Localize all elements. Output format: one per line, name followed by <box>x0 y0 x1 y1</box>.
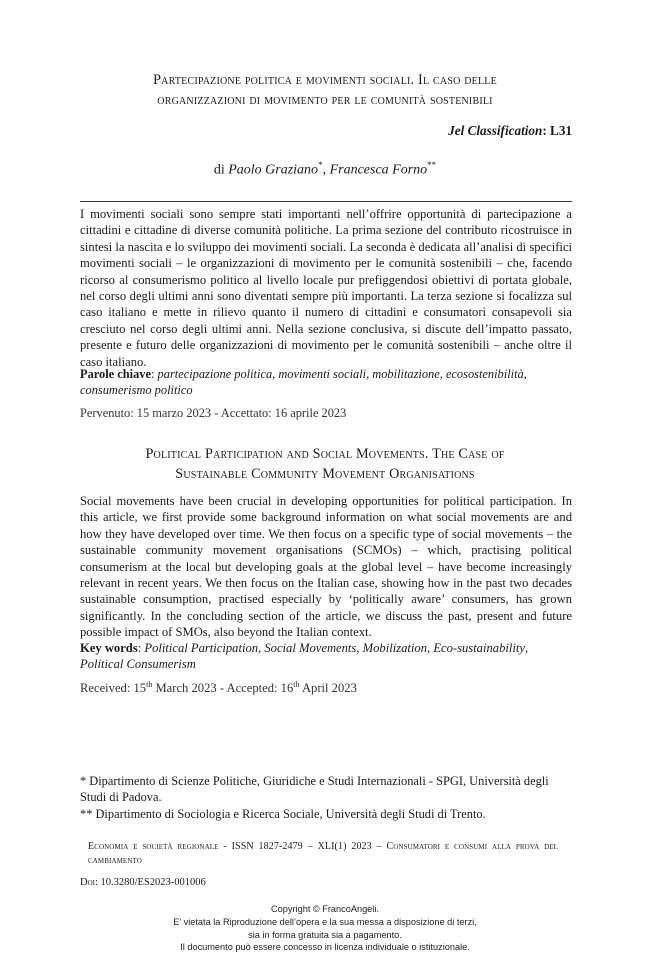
author-2: Francesca Forno <box>329 162 428 178</box>
jel-value: : L31 <box>542 123 572 138</box>
jel-classification <box>448 123 572 139</box>
english-title <box>60 444 590 484</box>
keyword-item: Political Participation <box>144 641 259 655</box>
copyright-line-4: Il documento può essere concesso in licenza individuale o istituzionale. <box>180 942 470 953</box>
keyword-item: Eco-sustainability <box>433 641 525 655</box>
italian-title-line-2: organizzazioni di movimento per le comunità sostenibili <box>157 92 493 108</box>
italian-keywords-list: partecipazione politica, movimenti sociali, mobilitazione, ecosostenibilità, consumerismo politico <box>80 367 527 398</box>
author-1-mark: * <box>318 160 323 170</box>
accepted-suffix: April 2023 <box>299 681 357 696</box>
keyword-item: Mobilization <box>362 641 428 655</box>
copyright-line-2: E’ vietata la Riproduzione dell’opera e la sua messa a disposizione di terzi, <box>173 916 477 927</box>
english-keywords: Key words: Political Participation, Social Movements, Mobilization, Eco-sustainability, Political Consumerism <box>80 641 529 672</box>
italian-title-line-1: Partecipazione politica e movimenti sociali. Il caso delle <box>153 72 497 88</box>
italian-keywords-label: Parole chiave <box>80 367 151 381</box>
doi: Doi: 10.3280/ES2023-001006 <box>80 877 206 888</box>
journal-reference: Economia e società regionale - ISSN 1827-2479 – XLI(1) 2023 – Consumatori e consumi alla prova del cambiamento <box>88 841 558 866</box>
copyright-line-1: Copyright © FrancoAngeli. <box>271 904 379 914</box>
footnote-2: ** Dipartimento di Sociologia e Ricerca Sociale, Università degli Studi di Trento. <box>80 806 486 821</box>
header-divider <box>80 201 572 202</box>
accepted-sup: th <box>293 680 300 689</box>
copyright-line-3: sia in forma gratuita sia a pagamento. <box>248 929 402 940</box>
authors-prefix: di <box>213 162 229 178</box>
italian-dates: Pervenuto: 15 marzo 2023 - Accettato: 16 aprile 2023 <box>80 406 347 420</box>
author-2-mark: ** <box>427 160 437 170</box>
footnote-1: * Dipartimento di Scienze Politiche, Giuridiche e Studi Internazionali - SPGI, Università degli Studi di Padova. <box>80 774 549 805</box>
english-title-line-2: Sustainable Community Movement Organisations <box>175 466 475 482</box>
italian-abstract: I movimenti sociali sono sempre stati importanti nell’offrire opportunità di partecipazione a cittadini e cittadine di diverse comunità politiche. La prima sezione del contributo ricostruisce in sintesi la nascita e lo sviluppo dei movimenti sociali. La seconda è dedicata all’analisi di specifici movimenti sociali – le organizzazioni di movimento per le comunità sostenibili – che, facendo ricorso al consumerismo politico al livello locale pur prefiggendosi obiettivi di portata globale, nel corso degli ultimi anni sono diventati sempre più importanti. La terza sezione si focalizza sul caso italiano e mette in rilievo quanto il numero di cittadini e consumatori consapevoli sia cresciuto nel corso degli ultimi anni. Nella sezione conclusiva, si discute dell’impatto passato, presente e futuro delle organizzazioni di movimento per le comunità sostenibili – anche oltre il caso italiano. <box>80 207 572 369</box>
copyright-notice <box>0 903 650 954</box>
english-dates <box>80 680 357 696</box>
authors-separator: , <box>322 162 330 178</box>
received-mid: March 2023 - Accepted: 16 <box>152 681 294 696</box>
keyword-item: Political Consumerism <box>80 657 196 672</box>
received-sup: th <box>146 680 153 689</box>
keyword-item: Social Movements <box>264 641 357 655</box>
english-title-line-1: Political Participation and Social Movements. The Case of <box>145 446 505 462</box>
english-abstract: Social movements have been crucial in developing opportunities for political participation. In this article, we first provide some background information on what social movements are and how they have developed over time. We then focus on a specific type of social movements – the sustainable community movement organisations (SCMOs) – which, practising political consumerism at the local but developing goals at the global level – have become increasingly relevant in recent years. We then focus on the Italian case, showing how in the past two decades sustainable consumption, practised especially by ‘politically aware’ consumers, has grown significantly. In the concluding section of the article, we discuss the past, present and future possible impact of SMOs, also beyond the Italian context. <box>80 494 572 640</box>
italian-title <box>70 70 580 110</box>
authors <box>0 160 650 179</box>
italian-keywords: Parole chiave: partecipazione politica, movimenti sociali, mobilitazione, ecosostenibilità, consumerismo politico <box>80 367 527 398</box>
english-keywords-label: Key words <box>80 641 138 655</box>
footnotes <box>80 773 572 822</box>
received-prefix: Received: 15 <box>80 681 147 696</box>
jel-label: Jel Classification <box>448 123 543 138</box>
author-1: Paolo Graziano <box>228 162 319 178</box>
